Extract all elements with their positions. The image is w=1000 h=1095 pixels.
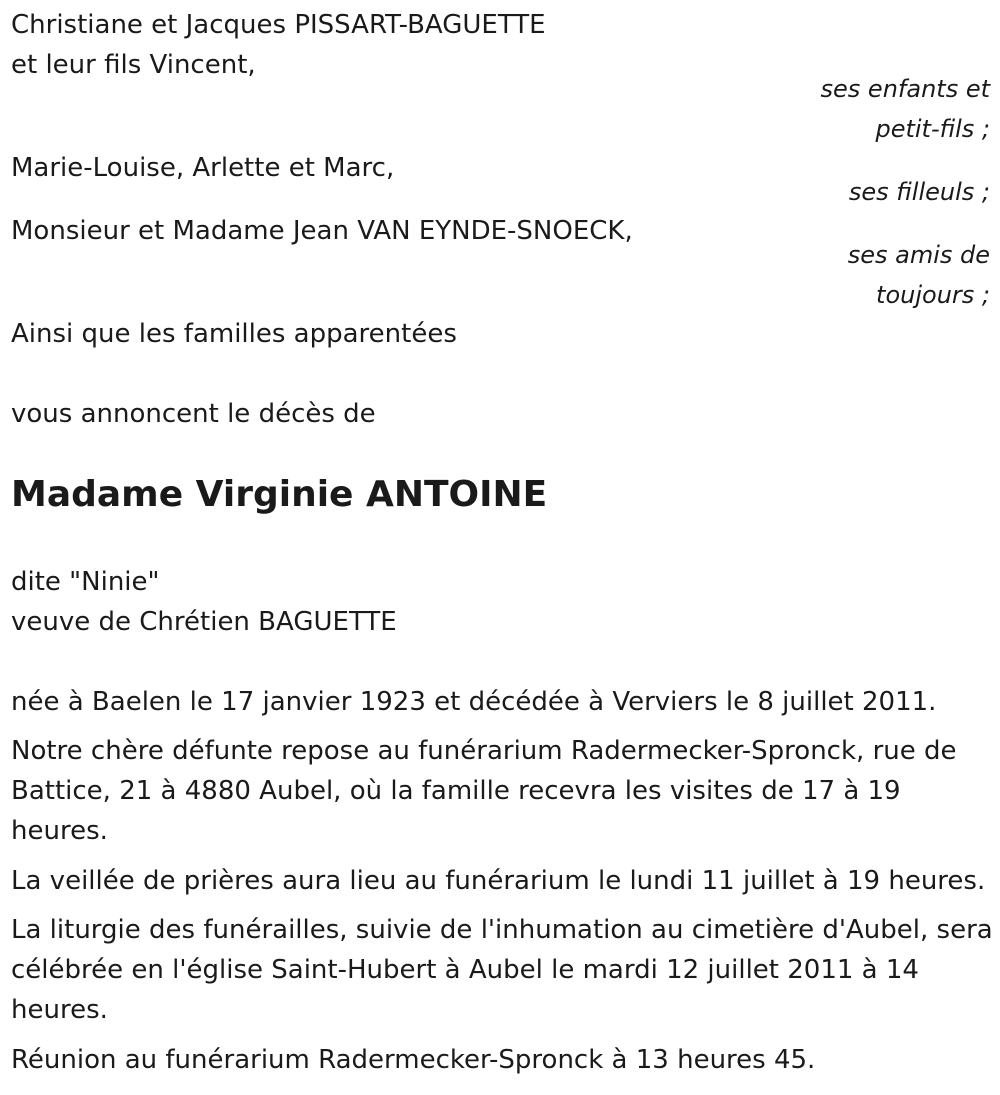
relation-friends: ses amis de	[847, 241, 990, 269]
family-line-son: et leur fils Vincent,	[11, 50, 256, 80]
deceased-nickname: dite "Ninie"	[11, 567, 160, 597]
relation-always: toujours ;	[876, 281, 990, 309]
family-line-godchildren: Marie-Louise, Arlette et Marc,	[11, 153, 395, 183]
relation-children: ses enfants et	[820, 75, 990, 103]
announcement-line: vous annoncent le décès de	[11, 399, 376, 429]
liturgy-paragraph: La liturgie des funérailles, suivie de l'inhumation au cimetière d'Aubel, sera célébrée en l'église Saint-Hubert à Aubel le mardi 12 juillet 2011 à 14 heures.	[11, 915, 993, 1025]
deceased-widow-of: veuve de Chrétien BAGUETTE	[11, 607, 397, 637]
relation-grandson: petit-fils ;	[875, 115, 990, 143]
meeting-paragraph: Réunion au funérarium Radermecker-Spronck à 13 heures 45.	[11, 1045, 816, 1075]
birth-death-paragraph: née à Baelen le 17 janvier 1923 et décédée à Verviers le 8 juillet 2011.	[11, 687, 937, 717]
family-line-friends: Monsieur et Madame Jean VAN EYNDE-SNOECK,	[11, 216, 633, 246]
vigil-paragraph: La veillée de prières aura lieu au funérarium le lundi 11 juillet à 19 heures.	[11, 866, 986, 896]
relation-godchildren: ses filleuls ;	[848, 178, 990, 206]
family-line-relatives: Ainsi que les familles apparentées	[11, 319, 457, 349]
deceased-name: Madame Virginie ANTOINE	[11, 474, 548, 515]
funeral-home-paragraph: Notre chère défunte repose au funérarium Radermecker-Spronck, rue de Battice, 21 à 4880 Aubel, où la famille recevra les visites de 17 à 19 heures.	[11, 736, 957, 846]
family-line-parents: Christiane et Jacques PISSART-BAGUETTE	[11, 10, 546, 40]
